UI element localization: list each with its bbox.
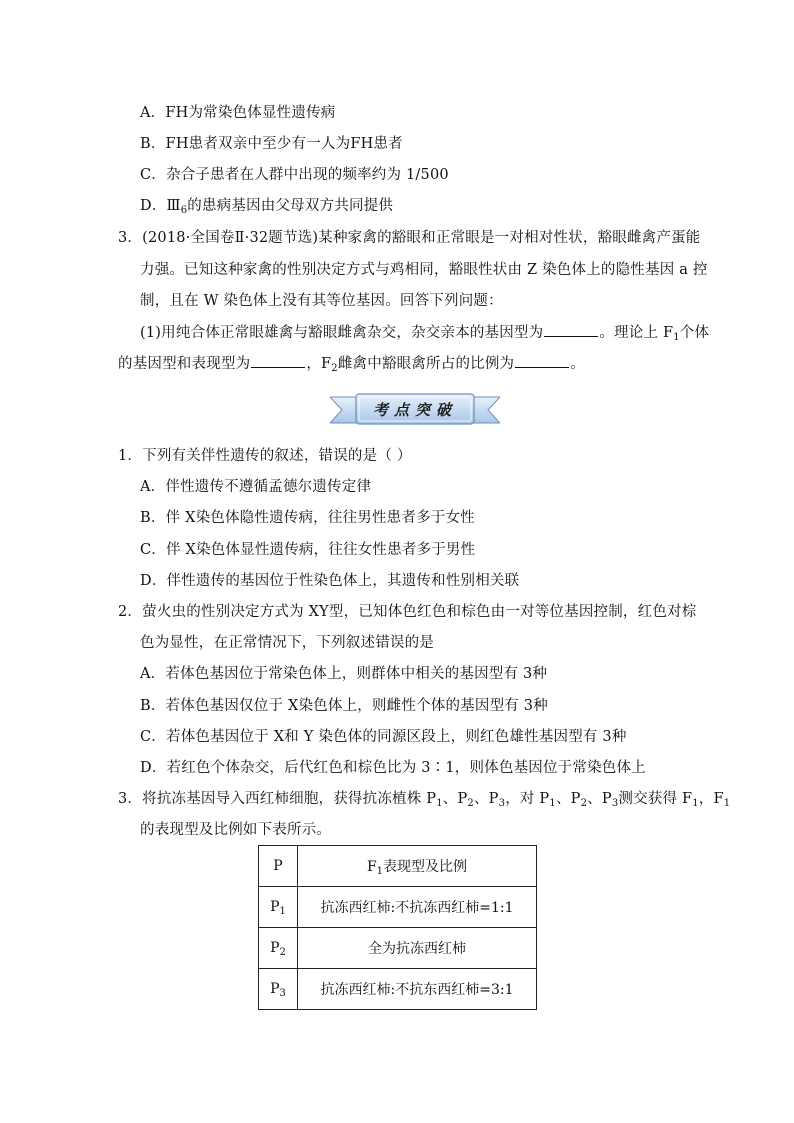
q3-l5-sub: 2: [331, 363, 338, 374]
header-f1-sub: 1: [376, 866, 384, 877]
row-result: 全为抗冻西红柿: [298, 928, 537, 969]
q3-l4-pre: (1)用纯合体正常眼雄禽与豁眼雌禽杂交，杂交亲本的基因型为: [140, 325, 544, 341]
s-q3-sub2: 2: [467, 798, 474, 809]
s-q3-pre: 3．将抗冻基因导入西红柿细胞，获得抗冻植株 P: [118, 791, 437, 807]
row-p-sub: 1: [279, 906, 286, 917]
s-q3-c1: 、P: [442, 791, 468, 807]
row-p-label: P: [270, 981, 280, 997]
table-row: [259, 969, 537, 1010]
s-question2-line1: 2．萤火虫的性别决定方式为 XY型，已知体色红色和棕色由一对等位基因控制，红色对棕: [118, 604, 697, 620]
answer-blank-1[interactable]: [544, 322, 598, 337]
row-result: 抗冻西红柿:不抗东西红柿=3:1: [298, 969, 537, 1010]
option-d-sub: 6: [180, 205, 188, 216]
q3-l4-sub: 1: [673, 332, 680, 343]
s-q3-sub3: 3: [498, 798, 506, 809]
s-q3-c2: 、P: [473, 791, 499, 807]
s-question1-option-c: C．伴 X染色体显性遗传病，往往女性患者多于男性: [140, 542, 476, 558]
option-d-post: 的患病基因由父母双方共同提供: [187, 198, 394, 214]
option-b: B．FH患者双亲中至少有一人为FH患者: [140, 136, 403, 152]
s-q3-sub8: 1: [723, 798, 731, 809]
s-question3-line1: [118, 789, 730, 809]
s-q3-sub7: 1: [692, 798, 699, 809]
q3-l4-mid: 。理论上 F: [599, 325, 674, 341]
q3-l5-post: 。: [570, 356, 585, 372]
s-q3-c3: ，对 P: [505, 791, 550, 807]
results-table: [258, 845, 537, 1010]
s-question1-option-d: D．伴性遗传的基因位于性染色体上，其遗传和性别相关联: [140, 573, 520, 589]
header-p: P: [259, 846, 298, 887]
answer-blank-3[interactable]: [515, 353, 569, 368]
s-question2-line2: 色为显性，在正常情况下，下列叙述错误的是: [140, 635, 434, 651]
s-q3-sub5: 2: [580, 798, 588, 809]
table-row: [259, 928, 537, 969]
row-p-sub: 3: [279, 988, 286, 999]
s-question3-line2: 的表现型及比例如下表所示。: [140, 822, 332, 838]
q3-l5-mid2: 雌禽中豁眼禽所占的比例为: [337, 356, 515, 372]
row-p-sub: 2: [279, 947, 286, 958]
s-question1-option-b: B．伴 X染色体隐性遗传病，往往男性患者多于女性: [140, 510, 475, 526]
s-question1-stem: 1．下列有关伴性遗传的叙述，错误的是（ ）: [118, 448, 412, 464]
option-d: [140, 196, 393, 216]
row-p: [259, 928, 298, 969]
question3-line5: [118, 353, 585, 374]
s-q3-sub1: 1: [436, 798, 443, 809]
answer-blank-2[interactable]: [251, 353, 305, 368]
s-question2-option-a: A．若体色基因位于常染色体上，则群体中相关的基因型有 3种: [140, 666, 548, 682]
option-d-pre: D．Ⅲ: [140, 198, 181, 214]
q3-l5-mid1: ，F: [306, 356, 332, 372]
table-header-row: [259, 846, 537, 887]
banner-title: 考点突破: [372, 401, 457, 419]
question3-line4: [140, 322, 709, 343]
question3-line3: 制，且在 W 染色体上没有其等位基因。回答下列问题：: [140, 293, 503, 309]
table-row: [259, 887, 537, 928]
s-question2-option-c: C．若体色基因位于 X和 Y 染色体的同源区段上，则红色雄性基因型有 3种: [140, 729, 627, 745]
s-q3-c7: ，F: [698, 791, 724, 807]
option-a: A．FH为常染色体显性遗传病: [140, 105, 336, 121]
s-q3-sub6: 3: [611, 798, 619, 809]
question3-line1: 3．(2018·全国卷Ⅱ·32题节选)某种家禽的豁眼和正常眼是一对相对性状，豁眼雌禽产蛋能: [118, 230, 701, 246]
s-question2-option-d: D．若红色个体杂交，后代红色和棕色比为 3∶1，则体色基因位于常染色体上: [140, 760, 646, 776]
s-question2-option-b: B．若体色基因仅位于 X染色体上，则雌性个体的基因型有 3种: [140, 698, 548, 714]
row-p: [259, 969, 298, 1010]
q3-l4-post: 个体: [679, 325, 710, 341]
s-question1-option-a: A．伴性遗传不遵循孟德尔遗传定律: [140, 479, 372, 495]
option-c: C．杂合子患者在人群中出现的频率约为 1/500: [140, 167, 449, 183]
row-p: [259, 887, 298, 928]
header-f1-post: 表现型及比例: [383, 859, 468, 875]
question3-line2: 力强。已知这种家禽的性别决定方式与鸡相同，豁眼性状由 Z 染色体上的隐性基因 a 控: [140, 262, 708, 278]
s-q3-c6: 测交获得 F: [618, 791, 693, 807]
row-p-label: P: [270, 940, 280, 956]
row-p-label: P: [270, 899, 280, 915]
row-result: 抗冻西红柿:不抗冻西红柿=1:1: [298, 887, 537, 928]
header-f1: [298, 846, 537, 887]
q3-l5-pre: 的基因型和表现型为: [118, 356, 251, 372]
header-f1-pre: F: [366, 859, 377, 875]
s-q3-c4: 、P: [555, 791, 581, 807]
s-q3-c5: 、P: [587, 791, 612, 807]
s-q3-sub4: 1: [549, 798, 556, 809]
